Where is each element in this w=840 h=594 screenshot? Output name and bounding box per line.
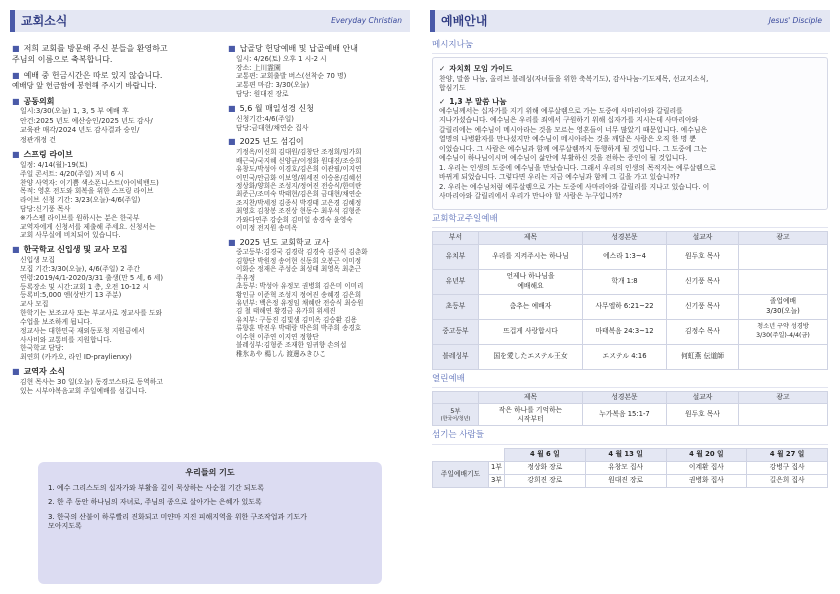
dept-cell: 중고등부 xyxy=(433,319,479,344)
bible-reading-title: ■ 5,6 월 매일성경 신청 xyxy=(228,104,410,115)
date-header: 4 월 27 일 xyxy=(747,448,828,461)
table-header: 설교자 xyxy=(667,232,739,244)
verse-cell: 에스라 1:3~4 xyxy=(583,244,667,269)
verse-cell: 학개 1:8 xyxy=(583,269,667,294)
notice-cell xyxy=(739,344,828,369)
table-row xyxy=(433,461,828,474)
verse-cell: エステル 4:16 xyxy=(583,344,667,369)
spring-live-notice xyxy=(12,150,222,240)
preacher-cell: 何虹燕 伝道師 xyxy=(667,344,739,369)
news-column-left xyxy=(12,40,222,401)
school-teachers-notice xyxy=(228,238,410,358)
open-worship-table xyxy=(432,391,828,426)
msg-guide-text: 찬양, 말씀 나눔, 올리브 블레싱(자녀들을 위한 축복기도), 감사나눔-기도제목, 선교지소식, 합심기도 xyxy=(439,74,709,93)
table-header: 설교자 xyxy=(667,392,739,404)
columbarium-text: 일시: 4/26(토) 오후 1 시-2 시 장소: 上川霊園 교통편: 교회출발 버스(선착순 70 명) 교통편 마감: 3/30(오늘) 담당: 원대진 장로 xyxy=(236,54,347,99)
bible-reading-text: 신청기간:4/6(주일) 담당:금대현/채연순 집사 xyxy=(236,114,309,132)
assembly-title: ■ 공동의회 xyxy=(12,97,222,108)
table-row xyxy=(433,319,828,344)
dept-note: (한국어/청년) xyxy=(440,415,471,422)
date-header: 4 월 20 일 xyxy=(666,448,747,461)
table-header: 성경본문 xyxy=(583,232,667,244)
name-cell: 권병화 집사 xyxy=(666,474,747,487)
prayer-item: 2. 한 주 동안 하나님의 자녀로, 주님의 종으로 살아가는 은혜가 있도록 xyxy=(48,498,262,507)
welcome-text: ■ 저희 교회를 방문해 주신 분들을 환영하고 주님의 이름으로 축복합니다. xyxy=(12,44,222,66)
servants-text: 기정옥/이신희 김대원/김창단 조정희/임가희 배근국/국지혜 신양균/이정화 원대진/조승희 유창도/박성아 이경호/김은희 이관필/이지연 이민국/안금화 이보영/위세진 이승용/김혜선 정상화/양희은 조성지/정여진 전승식/한미란 최준근/조미숙 박태현/김은희 금대현/채연순 조지찬/박세정 김종식 박경태 고은경 김혜정 최영호 김창봉 조진상 현동수 최우석 김형준 가와다연주 강순희 김미일 송경숙 윤영숙 이미정 전지원 송미옥 xyxy=(236,148,362,233)
name-cell: 원대진 장로 xyxy=(585,474,666,487)
korean-school-text: 신입생 모집 모집 기간:3/30(오늘), 4/6(주일) 2 주간 연령:2019/4/1-2020/3/31 출생(만 5 세, 6 세) 등록장소 및 시간:교회 1 층, 오전 10-12 시 등록비:5,000 엔(상반기 13 주분) 교사 모집 한학기는 보조교사 또는 부교사로 정교사를 도와 수업을 보조하게 됩니다. 정교사는 대한민국 재외동포청 지원금에서 사사비와 교통비를 지원합니다. 한국학교 담당: 최연희 (카카오, 라인 ID-praylienxy) xyxy=(20,256,163,362)
message-heading: 메시지나눔 xyxy=(432,40,828,54)
notice-cell xyxy=(739,269,828,294)
dept-cell: 유치부 xyxy=(433,244,479,269)
preacher-cell: 원두호 목사 xyxy=(667,404,739,426)
dept-cell: 유년부 xyxy=(433,269,479,294)
table-header: 광고 xyxy=(739,392,828,404)
preacher-cell: 신기풍 목사 xyxy=(667,294,739,319)
table-header: 광고 xyxy=(739,232,828,244)
church-news-subtitle: Everyday Christian xyxy=(331,15,402,25)
name-cell: 강병구 집사 xyxy=(747,461,828,474)
pastor-news-text: 김현 목사는 30 일(오늘) 동경코스타로 동역하고 있는 시부야복음교회 주일예배를 섬깁니다. xyxy=(20,377,163,395)
table-row xyxy=(433,269,828,294)
table-row xyxy=(433,294,828,319)
table-header: 제목 xyxy=(479,392,583,404)
title-cell: 우리를 지켜주시는 하나님 xyxy=(479,244,583,269)
title-cell: 뜨겁게 사랑합시다 xyxy=(479,319,583,344)
table-header xyxy=(433,392,479,404)
assembly-notice xyxy=(12,97,222,146)
table-header-row xyxy=(433,448,828,461)
table-header-row xyxy=(433,392,828,404)
dept-cell: 블레싱부 xyxy=(433,344,479,369)
msg-guide-title: ✓ 자치회 모임 가이드 xyxy=(439,64,821,74)
school-teachers-title: ■ 2025 년도 교회학교 교사 xyxy=(228,238,410,249)
table-header: 성경본문 xyxy=(583,392,667,404)
name-cell: 길은희 집사 xyxy=(747,474,828,487)
table-row xyxy=(433,344,828,369)
table-header: 부서 xyxy=(433,232,479,244)
dept-label: 5부 xyxy=(450,406,461,415)
assembly-text: 일시:3/30(오늘) 1, 3, 5 부 예배 후 안건:2025 년도 예산승인/2025 년도 감사/ 교육관 매각/2024 년도 감사결과 승인/ 정관개정 건 xyxy=(20,107,153,144)
open-worship-heading: 열린예배 xyxy=(432,374,828,388)
name-cell: 정상화 장로 xyxy=(505,461,586,474)
table-header-row xyxy=(433,232,828,244)
notice-cell: 졸업예배 3/30(오늘) xyxy=(739,294,828,319)
table-header: 제목 xyxy=(479,232,583,244)
church-news-header xyxy=(10,10,410,32)
servants-notice xyxy=(228,137,410,232)
table-row xyxy=(433,474,828,487)
prayer-item: 3. 한국의 산불이 하루빨리 진화되고 미얀마 지진 피해지역을 위한 구조작업과 기도가 모아지도록 xyxy=(48,512,307,531)
notice-cell: 청소년 구약 성경방 3/30(주일)-4/4(금) xyxy=(739,319,828,344)
columbarium-title: ■ 납골당 헌당예배 및 납골예배 안내 xyxy=(228,44,410,55)
part-cell: 3부 xyxy=(489,474,505,487)
offering-notice xyxy=(12,71,222,92)
offering-text: 예배당 앞 헌금함에 봉헌해 주시기 바랍니다. xyxy=(12,81,157,91)
title-cell: 작은 하나를 기억하는 시작부터 xyxy=(479,404,583,426)
table-row xyxy=(433,404,828,426)
table-header-blank xyxy=(489,448,505,461)
korean-school-title: ■ 한국학교 신입생 및 교사 모집 xyxy=(12,245,222,256)
worship-guide-header xyxy=(430,10,830,32)
church-news-page xyxy=(10,10,410,586)
title-cell: 国を愛したエステル王女 xyxy=(479,344,583,369)
preacher-cell: 원두호 목사 xyxy=(667,244,739,269)
pastor-news xyxy=(12,367,222,395)
pastor-news-title: ■ 교역자 소식 xyxy=(12,367,222,378)
columbarium-notice xyxy=(228,44,410,99)
verse-cell: 사무엘하 6:21~22 xyxy=(583,294,667,319)
name-cell: 이계환 집사 xyxy=(666,461,747,474)
serve-label-cell: 주일예배기도 xyxy=(433,461,489,487)
msg-sermon-text: 예수님께서는 십자가를 지기 위해 예루살렘으로 가는 도중에 사마리아와 갈릴리를 지나가셨습니다. 예수님은 우리를 죄에서 구원하기 위해 십자가를 지시는데 사마리아와 갈릴리에는 예수님이 메시아라는 것을 모르는 영혼들이 너무 많았기 때문입니다. 예수님은 열명의 나병환자를 만나셨지만 예수님이 메시아라는 것을 깨달은 사람은 오직 한 명 뿐 이었습니다. 그 사람은 예수님과 함께 예루살렘까지 동행하게 될 것입니다. 그 도중에 그는 예수님이 하나님이시며 예수님이 삶안에 부활하신 것을 전하는 증인이 될 것입니다. 1. 우리는 인생의 도중에 예수님을 만났습니다. 그래서 우리의 인생의 목적지는 예루살렘으로 바뀌게 되었습니다. 그렇다면 우리는 지금 예수님과 함께 그 길을 가고 있습니까? 2. 우리는 예수님처럼 예루살렘으로 가는 도중에 사마리아와 갈릴리를 지나고 있습니다. 이 사마리아와 갈릴리에서 우리가 만나야 할 사람은 누구입니까? xyxy=(439,106,716,201)
part-cell: 1부 xyxy=(489,461,505,474)
title-cell: 춤추는 예배자 xyxy=(479,294,583,319)
offering-title: ■ 예배 중 헌금시간은 따로 있지 않습니다. xyxy=(12,71,222,82)
korean-school-notice xyxy=(12,245,222,362)
servants-table xyxy=(432,448,828,488)
message-box xyxy=(432,57,828,209)
church-news-title: 교회소식 xyxy=(21,13,68,28)
table-row xyxy=(433,244,828,269)
dept-cell: 초등부 xyxy=(433,294,479,319)
school-teachers-text: 중고등부:김경국 김경락 김경숙 김종식 김춘화 김향단 박원정 송어현 신동희 오봉근 이미정 이화순 정재은 주성순 최성태 최영옥 최춘근 주유정 초등부: 박성아 유정모 권병회 김은미 이미리 황인규 이준혁 조성지 정여진 송혜경 김은희 유년부: 백은정 유정임 채혜란 전승식 최승원 김 철 태해연 황경금 유가희 위세진 유치부: 구동진 김빛샘 김미옥 김승환 김용 류향훈 박진우 박태랑 박은희 박주희 송경호 이수현 이주연 이지연 정향단 블레싱부:김형준 조재한 임귀향 손의섭 稚氷あや 楊しん 渡邊みきひこ xyxy=(236,248,368,358)
verse-cell: 마태복음 24:3~12 xyxy=(583,319,667,344)
table-header-blank xyxy=(433,448,489,461)
verse-cell: 누가복음 15:1-7 xyxy=(583,404,667,426)
servants-heading: 섬기는 사람들 xyxy=(432,430,828,444)
edu-heading: 교회학교주일예배 xyxy=(432,214,828,228)
name-cell: 유창모 집사 xyxy=(585,461,666,474)
news-column-right xyxy=(228,40,410,363)
worship-content xyxy=(432,36,828,488)
bible-reading-notice xyxy=(228,104,410,132)
msg-sermon-title: ✓ 1,3 부 말씀 나눔 xyxy=(439,97,821,107)
worship-guide-title: 예배안내 xyxy=(441,13,488,28)
date-header: 4 월 13 일 xyxy=(585,448,666,461)
spring-live-title: ■ 스프링 라이브 xyxy=(12,150,222,161)
worship-guide-subtitle: Jesus' Disciple xyxy=(768,15,822,25)
date-header: 4 월 6 일 xyxy=(505,448,586,461)
title-cell: 언제나 하나님을 예배해요 xyxy=(479,269,583,294)
prayer-item: 1. 예수 그리스도의 십자가와 부활을 깊이 묵상하는 사순절 기간 되도록 xyxy=(48,483,265,492)
welcome-notice xyxy=(12,44,222,66)
prayer-box xyxy=(38,462,382,584)
worship-guide-page xyxy=(430,10,830,586)
edu-worship-table xyxy=(432,231,828,369)
dept-cell xyxy=(433,404,479,426)
prayer-title: 우리들의 기도 xyxy=(185,468,235,477)
notice-cell xyxy=(739,244,828,269)
notice-cell xyxy=(739,404,828,426)
preacher-cell: 신기풍 목사 xyxy=(667,269,739,294)
spring-live-text: 일정: 4/14(월)-19(토) 주일 콘서트: 4/20(주일) 저녁 6 시 찬양 사역자: 이기쁨 색소폰니스트(아이빅밴드) 목적: 영혼 전도와 회복을 위한 스프링 라이브 라이브 신청 기간: 3/23(오늘)-4/6(주일) 담당:신기풍 목사 ※가스펠 라이브를 원하시는 분은 한국부 교역자에게 신청서를 제출해 주세요. 신청서는 교회 사무실에 비치되어 있습니다. xyxy=(20,160,159,240)
preacher-cell: 김정수 목사 xyxy=(667,319,739,344)
name-cell: 강희진 장로 xyxy=(505,474,586,487)
servants-title: ■ 2025 년도 섬김이 xyxy=(228,137,410,148)
